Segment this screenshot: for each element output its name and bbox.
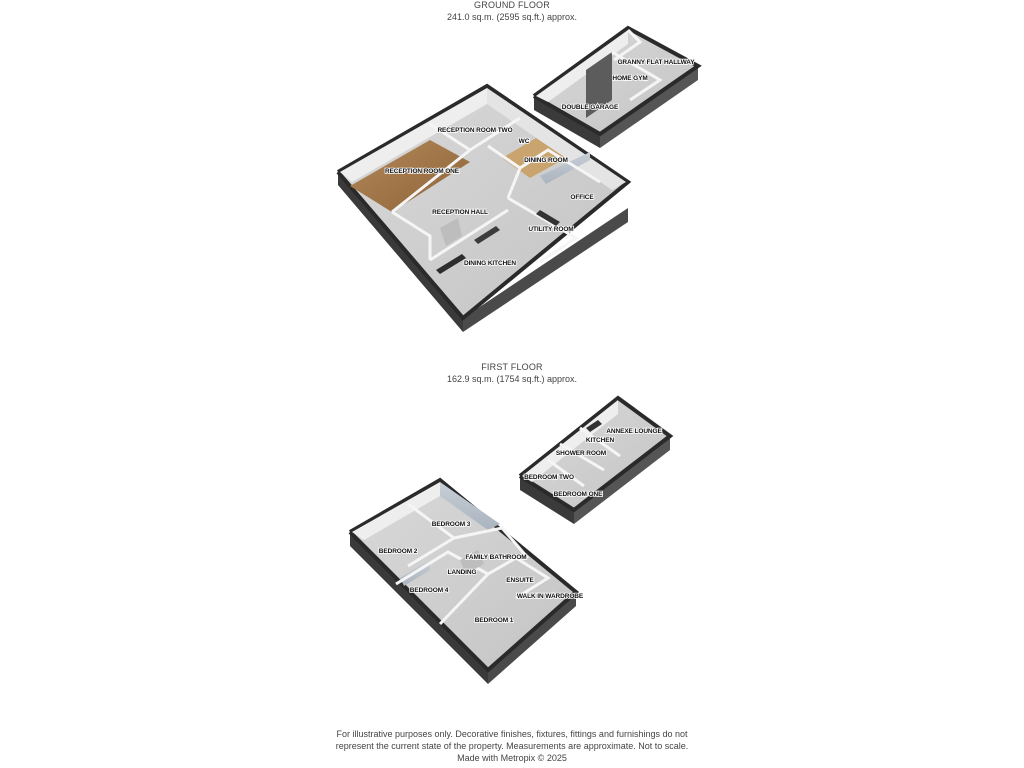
label-family-bathroom: FAMILY BATHROOM [465, 554, 527, 561]
label-shower-room: SHOWER ROOM [555, 450, 607, 457]
label-bedroom-2: BEDROOM 2 [378, 548, 418, 555]
label-bedroom-1: BEDROOM 1 [474, 617, 514, 624]
label-kitchen: KITCHEN [585, 437, 615, 444]
label-landing: LANDING [447, 569, 477, 576]
label-bedroom-4: BEDROOM 4 [409, 587, 449, 594]
disclaimer-line-1: For illustrative purposes only. Decorative finishes, fixtures, fittings and furnishings do not [336, 729, 688, 739]
label-reception-room-two: RECEPTION ROOM TWO [437, 127, 513, 134]
label-bedroom-one: BEDROOM ONE [553, 491, 603, 498]
label-bedroom-3: BEDROOM 3 [431, 521, 471, 528]
ground-floor-title: GROUND FLOOR [474, 0, 550, 10]
label-dining-room: DINING ROOM [524, 157, 568, 164]
label-home-gym: HOME GYM [612, 75, 648, 82]
disclaimer-line-2: represent the current state of the property. Measurements are approximate. Not to scale. [335, 741, 689, 751]
label-office: OFFICE [570, 194, 594, 201]
label-reception-hall: RECEPTION HALL [432, 209, 488, 216]
first-floor-title: FIRST FLOOR [481, 362, 543, 372]
label-annexe-lounge: ANNEXE LOUNGE [606, 428, 662, 435]
first-floor-area: 162.9 sq.m. (1754 sq.ft.) approx. [446, 374, 578, 384]
first-floor-annex-block [520, 398, 670, 524]
ground-floor-area: 241.0 sq.m. (2595 sq.ft.) approx. [446, 12, 578, 22]
label-dining-kitchen: DINING KITCHEN [463, 260, 517, 267]
label-granny-flat-hallway: GRANNY FLAT HALLWAY [617, 59, 695, 66]
label-walk-in-wardrobe: WALK IN WARDROBE [516, 593, 584, 600]
label-double-garage: DOUBLE GARAGE [561, 104, 619, 111]
label-ensuite: ENSUITE [506, 577, 534, 584]
first-floor-main-block [350, 480, 576, 684]
label-reception-room-one: RECEPTION ROOM ONE [384, 168, 460, 175]
disclaimer-line-3: Made with Metropix © 2025 [457, 753, 567, 763]
label-bedroom-two: BEDROOM TWO [524, 474, 574, 481]
ground-floor-annex-block [534, 28, 698, 148]
label-utility-room: UTILITY ROOM [528, 226, 574, 233]
label-wc: WC [518, 138, 530, 145]
